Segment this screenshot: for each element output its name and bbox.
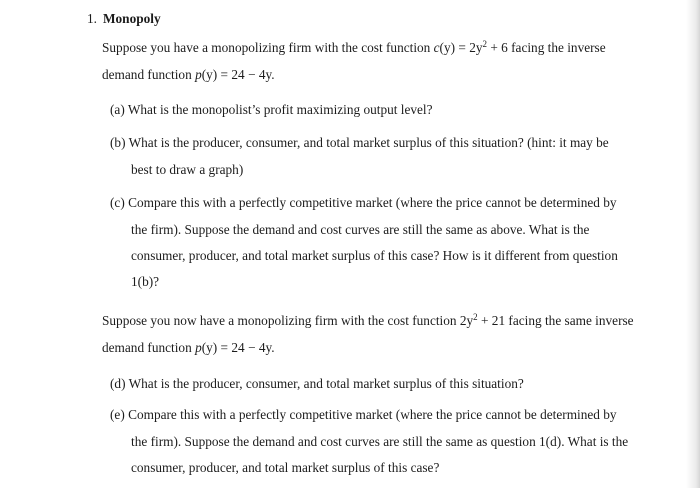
part-b-line2: best to draw a graph) xyxy=(131,162,244,177)
part-c-line2: the firm). Suppose the demand and cost curves are still the same as above. What is the xyxy=(131,222,590,237)
part-a: (a) What is the monopolist’s profit maximizing output level? xyxy=(110,102,433,117)
part-c-line1: (c) Compare this with a perfectly competitive market (where the price cannot be determined by xyxy=(110,195,617,210)
intro2-line2: demand function p(y) = 24 − 4y. xyxy=(102,340,275,355)
part-e-line1: (e) Compare this with a perfectly competitive market (where the price cannot be determined by xyxy=(110,407,617,422)
part-c-line3: consumer, producer, and total market surplus of this case? How is it different from question xyxy=(131,248,618,263)
intro1-line1: Suppose you have a monopolizing firm with the cost function $c(y) = 2y^2 + 6$ facing the inverse xyxy=(102,39,606,55)
part-e-line3: consumer, producer, and total market surplus of this case? xyxy=(131,460,440,475)
problem-number: 1. xyxy=(87,11,97,26)
part-d: (d) What is the producer, consumer, and total market surplus of this situation? xyxy=(110,376,524,391)
page-edge-shadow xyxy=(686,0,700,488)
part-e-line2: the firm). Suppose the demand and cost curves are still the same as question 1(d). What is the xyxy=(131,434,629,449)
intro1-line2: demand function p(y) = 24 − 4y. xyxy=(102,67,275,82)
intro2-line1: Suppose you now have a monopolizing firm with the cost function $2y^2 + 21$ facing the same inverse xyxy=(102,312,634,328)
problem-title: Monopoly xyxy=(102,11,161,26)
problem-heading xyxy=(87,11,161,27)
part-b-line1: (b) What is the producer, consumer, and total market surplus of this situation? (hint: it may be xyxy=(110,135,609,150)
part-c-line4: 1(b)? xyxy=(131,274,160,289)
